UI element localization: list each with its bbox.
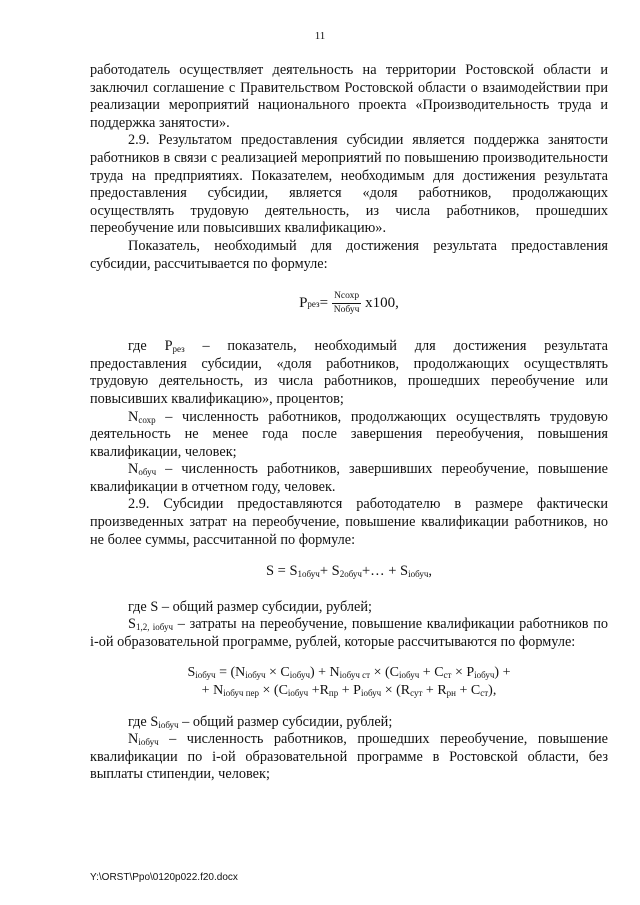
formula-eq: = (319, 294, 329, 311)
symbol-n-sub: обуч (138, 467, 157, 478)
paragraph-1: работодатель осуществляет деятельность на территории Ростовской области и заключил соглашение с Правительством Ростовской области о взаимодействии при реализации мероприятий национального проекта «Производительность труда и поддержка занятости». (90, 62, 608, 131)
symbol-n-sub: сохр (138, 414, 156, 425)
paragraph-2-9-result: 2.9. Результатом предоставления субсидии является поддержка занятости работников в связи с реализацией мероприятий по повышению производительности труда на предприятиях. Показателем, необходимым для достижения результата предоставления субсидии, является «доля работников, продолжающих осуществлять трудовую деятельность, из числа работников, прошедших переобучение или повысивших квалификацию». (90, 132, 608, 237)
formula-part: , (428, 563, 433, 580)
definition-text: – затраты на переобучение, повышение квалификации работников по i-ой образовательной программе, рублей, которые рассчитываются по формуле: (90, 616, 608, 651)
paragraph-where-prez (90, 338, 608, 408)
symbol-p-sub: рез (172, 344, 185, 355)
paragraph-nsohr (90, 409, 608, 462)
formula-cost (90, 664, 608, 700)
symbol-n: N (128, 461, 139, 478)
definition-text: – показатель, необходимый для достижения результата предоставления субсидии, «доля работников, продолжающих осуществлять трудовую деятельность, из числа работников, прошедших переобучение или повысивших квалификацию», процентов; (90, 338, 608, 407)
formula-numerator: Nсохр (332, 291, 361, 304)
page-number: 11 (314, 30, 326, 42)
document-body (90, 62, 608, 784)
definition-text: – численность работников, завершивших переобучение, повышение квалификации в отчетном году, человек. (90, 461, 608, 495)
formula-denominator: Nобуч (333, 305, 360, 316)
symbol-n: N (128, 408, 139, 425)
paragraph-nobuch (90, 461, 608, 496)
formula-part: + S (319, 563, 340, 580)
formula-sub: 1обуч (297, 569, 320, 580)
formula-part: S = S (265, 563, 298, 580)
definition-text: – численность работников, прошедших переобучение, повышение квалификации по i-ой образовательной программе в Ростовской области, без выплаты стипендии, человек; (90, 731, 608, 783)
definition-text: – численность работников, продолжающих осуществлять трудовую деятельность не менее года после завершения переобучения, повышения квалификации, человек; (90, 408, 608, 460)
symbol-s-sub: iобуч (158, 719, 179, 730)
symbol-n: N (128, 731, 139, 748)
paragraph-2-9-subsidies: 2.9. Субсидии предоставляются работодателю в размере фактически произведенных затрат на переобучение, повышение квалификации работников, но не более суммы, рассчитанной по формуле: (90, 496, 608, 548)
definition-text: – общий размер субсидии, рублей; (178, 713, 393, 730)
paragraph-where-s: где S – общий размер субсидии, рублей; (128, 598, 373, 615)
formula-tail: х100, (365, 294, 399, 311)
footer-file-path: Y:\ORST\Ppo\0120p022.f20.docx (90, 872, 238, 883)
symbol-p: Р (164, 338, 173, 355)
symbol-n-sub: iобуч (138, 737, 159, 748)
formula-sub: iобуч (408, 569, 429, 580)
paragraph-niobuch (90, 731, 608, 784)
formula-indicator: Р рез = $\frac{\text{Nсохр}}{\text{Nобуч}}$ х100, (299, 291, 399, 316)
paragraph-s12 (90, 616, 608, 651)
formula-lhs: Р (299, 294, 308, 311)
formula-sub: 2обуч (339, 569, 362, 580)
paragraph-formula-intro: Показатель, необходимый для достижения результата предоставления субсидии, рассчитывается по формуле: (90, 237, 608, 272)
symbol-s-sub: 1,2, iобуч (135, 622, 174, 633)
formula-fraction (332, 291, 361, 316)
formula-part: +… + S (361, 563, 409, 580)
where-label: где S (128, 713, 159, 730)
formula-cost-line-2: + $N_{iобуч пер} \times (C_{iобуч} +R_{пр} + P_{iобуч} \times (R_{сут} + R_{рн} + C_{ст})$, (201, 682, 497, 698)
formula-sum (90, 563, 608, 581)
formula-cost-line-1: $S_{iобуч} = (N_{iобуч} \times C_{iобуч}) + N_{iобуч ст} \times (C_{iобуч} + C_{ст} \times P_{iобуч})$ + (187, 664, 511, 680)
paragraph-where-siobuch (90, 714, 608, 732)
symbol-s: S (128, 616, 136, 633)
where-label: где (128, 338, 165, 355)
